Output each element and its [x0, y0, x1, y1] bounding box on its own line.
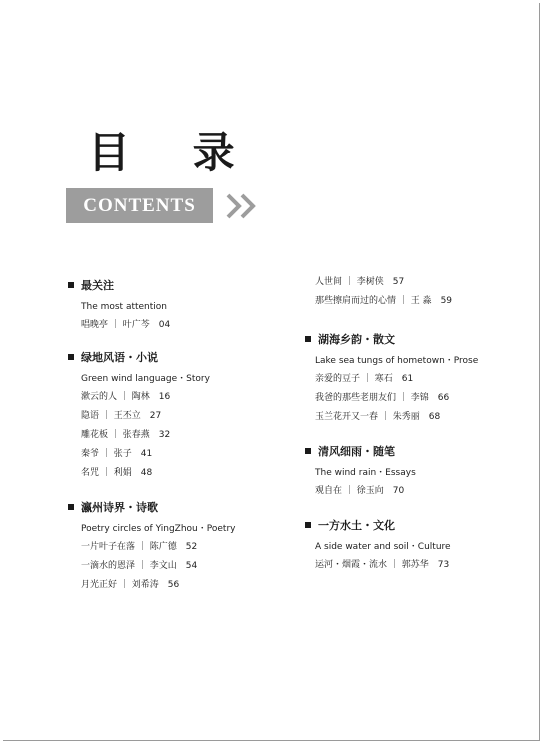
- section-english: Poetry circles of YingZhou・Poetry: [81, 524, 236, 534]
- section-title: 湖海乡韵・散文: [318, 333, 395, 346]
- page-title: 目 录: [88, 128, 259, 177]
- section-title: 绿地风语・小说: [81, 351, 158, 364]
- section-title: 一方水土・文化: [318, 519, 395, 532]
- toc-entry[interactable]: 玉兰花开又一春 ｜ 朱秀丽 68: [315, 412, 441, 422]
- toc-entry[interactable]: 一片叶子在落 ｜ 陈广德 52: [81, 542, 198, 552]
- section-english: Green wind language・Story: [81, 374, 210, 384]
- toc-entry[interactable]: 亲爱的豆子 ｜ 寒石 61: [315, 374, 414, 384]
- bullet-icon: [305, 522, 311, 528]
- section-english: The wind rain・Essays: [315, 468, 416, 478]
- toc-entry[interactable]: 雕花板 ｜ 张春燕 32: [81, 430, 171, 440]
- section-title: 瀛州诗界・诗歌: [81, 501, 158, 514]
- toc-entry[interactable]: 秦爷 ｜ 张子 41: [81, 449, 153, 459]
- toc-entry[interactable]: 唱晚亭 ｜ 叶广芩 04: [81, 320, 171, 330]
- section-most-attention: [68, 276, 170, 335]
- toc-entry[interactable]: 运河・烟霞・流水 ｜ 郭苏华 73: [315, 560, 450, 570]
- bullet-icon: [68, 504, 74, 510]
- bullet-icon: [68, 354, 74, 360]
- section-title: 清风细雨・随笔: [318, 445, 395, 458]
- section-story: [68, 348, 210, 483]
- bullet-icon: [305, 448, 311, 454]
- toc-entry[interactable]: 月光正好 ｜ 刘希涛 56: [81, 580, 180, 590]
- continued-entries: [305, 273, 452, 311]
- section-english: The most attention: [81, 302, 168, 312]
- section-title: 最关注: [81, 279, 114, 292]
- double-chevron-icon: [226, 192, 260, 220]
- toc-entry[interactable]: 那些擦肩而过的心情 ｜ 王 淼 59: [315, 296, 453, 306]
- toc-entry[interactable]: 我爸的那些老朋友们 ｜ 李锦 66: [315, 393, 450, 403]
- bullet-icon: [305, 336, 311, 342]
- toc-entry[interactable]: 观自在 ｜ 徐玉向 70: [315, 486, 405, 496]
- section-poetry: [68, 498, 235, 595]
- section-english: A side water and soil・Culture: [315, 542, 451, 552]
- section-culture: [305, 516, 451, 575]
- toc-entry[interactable]: 漱云的人 ｜ 陶林 16: [81, 392, 171, 402]
- toc-entry[interactable]: 隐语 ｜ 王丕立 27: [81, 411, 162, 421]
- toc-entry[interactable]: 人世间 ｜ 李树侠 57: [315, 277, 405, 287]
- contents-banner: CONTENTS: [66, 188, 213, 223]
- toc-entry[interactable]: 名咒 ｜ 利娟 48: [81, 468, 153, 478]
- bullet-icon: [68, 282, 74, 288]
- section-essays: [305, 442, 416, 501]
- section-english: Lake sea tungs of hometown・Prose: [315, 356, 479, 366]
- toc-entry[interactable]: 一滴水的恩泽 ｜ 李文山 54: [81, 561, 198, 571]
- section-prose: [305, 330, 478, 427]
